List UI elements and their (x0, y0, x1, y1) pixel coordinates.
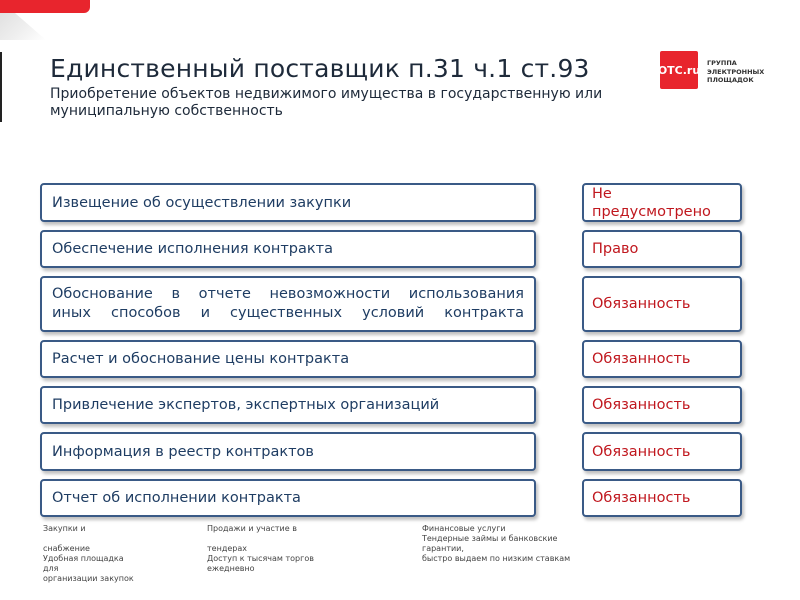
requirement-label-box (40, 276, 536, 332)
footer-column-sales (207, 524, 314, 574)
requirement-status: Обязанность (592, 490, 691, 506)
requirement-status: Не предусмотрено (592, 185, 711, 220)
footer-column-procurement (43, 524, 134, 584)
footer-line: организации закупок (43, 574, 134, 583)
requirement-status: Обязанность (592, 351, 691, 367)
corner-accent-bar (0, 0, 90, 13)
requirement-label-box (40, 183, 536, 222)
requirement-status-box (582, 276, 742, 332)
footer-line: снабжение (43, 544, 90, 553)
requirement-status-box (582, 386, 742, 424)
requirement-label-box (40, 432, 536, 471)
requirement-label: Обеспечение исполнения контракта (52, 241, 333, 257)
requirement-label-box (40, 386, 536, 424)
footer-line (207, 534, 314, 544)
logo-caption-line: ЭЛЕКТРОННЫХ (707, 67, 765, 76)
requirement-label: Отчет об исполнении контракта (52, 490, 301, 506)
logo-mark-text: OTC.ru (657, 63, 701, 77)
page-subtitle: Приобретение объектов недвижимого имущества в государственную или муниципальную собственность (50, 86, 603, 119)
requirement-label-box (40, 340, 536, 378)
requirement-label: Извещение об осуществлении закупки (52, 194, 352, 211)
requirement-status-box (582, 230, 742, 268)
requirement-status-box (582, 432, 742, 471)
left-divider-line (0, 52, 2, 122)
footer-line: Удобная площадка (43, 554, 124, 563)
page-title: Единственный поставщик п.31 ч.1 ст.93 (50, 54, 590, 83)
requirement-status: Обязанность (592, 443, 691, 460)
footer-line: Продажи и участие в (207, 524, 297, 533)
footer-line (43, 534, 134, 544)
footer-line: Закупки и (43, 524, 86, 533)
logo-caption (707, 59, 764, 85)
footer-line: ежедневно (207, 564, 255, 573)
footer-line: гарантии, (422, 544, 464, 553)
requirement-label-line: иных способов и существенных условий контракта (52, 305, 524, 321)
footer-column-finance (422, 524, 570, 564)
footer-line: Тендерные займы и банковские (422, 534, 558, 543)
footer-line: Финансовые услуги (422, 524, 506, 533)
requirement-status: Обязанность (592, 397, 691, 413)
requirement-label: Расчет и обоснование цены контракта (52, 351, 350, 367)
footer-line: Доступ к тысячам торгов (207, 554, 314, 563)
requirement-label-box (40, 230, 536, 268)
footer-line: для (43, 564, 59, 573)
requirement-label: Информация в реестр контрактов (52, 443, 314, 460)
requirement-status: Право (592, 241, 639, 257)
requirement-status-box (582, 183, 742, 222)
footer-line: тендерах (207, 544, 247, 553)
requirement-label-box (40, 479, 536, 517)
footer-line: быстро выдаем по низким ставкам (422, 554, 571, 563)
requirement-label-line: Обоснование в отчете невозможности использования (52, 286, 524, 302)
requirement-label: Привлечение экспертов, экспертных организаций (52, 397, 440, 413)
logo-caption-line: ПЛОЩАДОК (707, 76, 754, 84)
otc-logo-mark (657, 51, 701, 89)
requirement-status-box (582, 479, 742, 517)
logo-caption-line: ГРУППА (707, 59, 737, 67)
requirement-status: Обязанность (592, 296, 691, 312)
requirement-status-box (582, 340, 742, 378)
